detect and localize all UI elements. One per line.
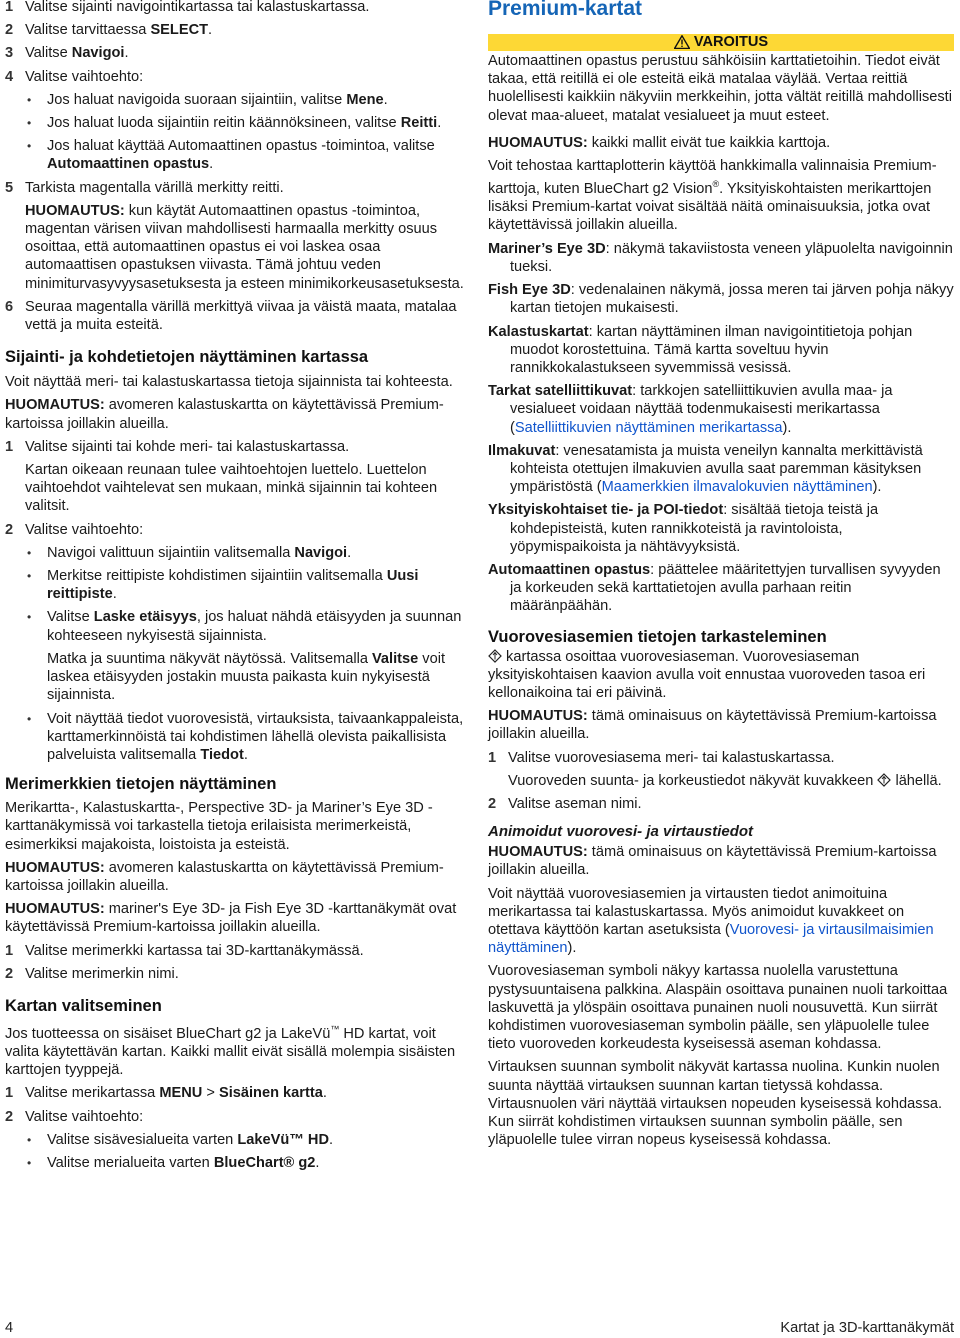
- section-heading: Merimerkkien tietojen näyttäminen: [5, 775, 277, 794]
- section-heading: Vuorovesiasemien tietojen tarkasteleminen: [488, 627, 827, 646]
- paragraph: Jos tuotteessa on sisäiset BlueChart g2 ja LakeVü™ HD kartat, voit valita käytettävän kartan. Kaikki mallit eivät sisällä molempia sisäisten karttojen tyyppejä.: [5, 1023, 456, 1079]
- step-3: 3 Valitse Navigoi.: [5, 45, 129, 62]
- note: HUOMAUTUS: avomeren kalastuskartta on käytettävissä Premium-kartoissa joillakin alueilla.: [5, 397, 444, 432]
- step-5: 5 Tarkista magentalla värillä merkitty reitti.: [5, 179, 284, 196]
- link-tide-indicators[interactable]: Vuorovesi- ja virtausilmaisimien näyttäminen: [488, 921, 934, 957]
- list-item: • Valitse merialueita varten BlueChart® g2.: [5, 1154, 467, 1172]
- note: HUOMAUTUS: tämä ominaisuus on käytettävissä Premium-kartoissa joillakin alueilla.: [488, 708, 937, 743]
- paragraph: Merikartta-, Kalastuskartta-, Perspective 3D- ja Mariner’s Eye 3D -karttanäkymissä voi tarkastella tietoja erilaisista merimerkeistä, esimerkiksi majakoista, loistoista ja esteistä.: [5, 800, 433, 853]
- note: HUOMAUTUS: tämä ominaisuus on käytettävissä Premium-kartoissa joillakin alueilla.: [488, 844, 937, 879]
- step-1: 1 Valitse vuorovesiasema meri- tai kalastuskartassa.: [488, 749, 835, 766]
- feature-item: Kalastuskartat: kartan näyttäminen ilman navigointitietoja pohjan muodot korostettuina. Tämä kartta soveltuu hyvin rannikkokalastukseen syvemmissä vesissä.: [488, 323, 913, 376]
- note: HUOMAUTUS: kun käytät Automaattinen opastus -toimintoa, magentan värisen viivan mahdollisesti harmaalla merkitty osuus osoittaa, että automaattinen opastus ei voi laskea osaa automaattisen opastuksen viivasta. Tämä johtuu veden minimiturvasyvyysasetuksesta ja esteen minimikorkeusasetuksesta.: [25, 202, 464, 292]
- paragraph: Voit näyttää meri- tai kalastuskartassa tietoja sijainnista tai kohteesta.: [5, 374, 453, 391]
- warning-icon: [674, 35, 690, 49]
- feature-item: Ilmakuvat: venesatamista ja muista veneilyn kannalta merkittävistä kohteista otettujen ilmakuvien avulla saat paremman käsityksen ympäristöstä (Maamerkkien ilmavalokuvien näyttäminen).: [488, 442, 923, 496]
- warning-label: VAROITUS: [693, 34, 769, 50]
- paragraph: Voit tehostaa karttaplotterin käyttöä hankkimalla valinnaisia Premium-karttoja, kuten BlueChart g2 Vision®. Yksityiskohtaisten merikarttojen lisäksi Premium-kartat voivat sisältää näitä ominaisuuksia, jotka ovat käytettävissä joillakin alueilla.: [488, 158, 937, 234]
- warning-banner: [488, 34, 954, 51]
- step-6: 6 Seuraa magentalla värillä merkittyä viivaa ja väistä maata, matalaa vettä ja muita esteitä.: [5, 298, 457, 334]
- feature-item: Mariner’s Eye 3D: näkymä takaviistosta veneen yläpuolelta navigoinnin tueksi.: [488, 240, 953, 275]
- tide-station-icon: [877, 773, 891, 787]
- step-4: 4 Valitse vaihtoehto:: [5, 68, 144, 85]
- warning-text: Automaattinen opastus perustuu sähköisiin karttatietoihin. Tiedot eivät takaa, että reitillä ei ole esteitä eikä matalaa väylää. Vertaa reittiä huolellisesti kaikkiin näkyviin merkkeihin, jotta vältät reitillä mahdollisesti olevat maa-alueet, matalat vesialueet ja muut esteet.: [488, 53, 952, 124]
- list-item-detail: Matka ja suuntima näkyvät näytössä. Valitsemalla Valitse voit laskea etäisyyden jostakin muusta paikasta kuin nykyisestä sijainnista.: [47, 650, 446, 704]
- list-item: • Jos haluat navigoida suoraan sijaintiin, valitse Mene.: [5, 91, 467, 109]
- step-1: 1 Valitse merimerkki kartassa tai 3D-karttanäkymässä.: [5, 942, 364, 959]
- list-item: • Valitse sisävesialueita varten LakeVü™ HD.: [5, 1131, 467, 1149]
- list-item: • Navigoi valittuun sijaintiin valitsemalla Navigoi.: [5, 544, 467, 562]
- paragraph: Vuorovesiaseman symboli näkyy kartassa nuolella varustettuna pystysuuntaisena palkkina. Alaspäin osoittava punainen nuoli tarkoittaa laskuvettä ja ylöspäin osoittava punainen nuoli nousuvettä. Kun siirrät kohdistimen vuorovesiaseman symbolin päälle, sen yläpuolelle tulee tieto vuoroveden korkeudesta kyseisessä aseman kohdassa.: [488, 963, 948, 1053]
- section-heading: Kartan valitseminen: [5, 996, 162, 1015]
- step-2: 2 Valitse vaihtoehto:: [5, 521, 144, 538]
- paragraph: Voit näyttää vuorovesiasemien ja virtausten tiedot animoituina merikartassa tai kalastuskartassa. Myös animoidut kuvakkeet on otettava käyttöön kartan asetuksista (Vuorovesi- ja virtausilmaisimien näyttäminen).: [488, 885, 934, 957]
- note: HUOMAUTUS: kaikki mallit eivät tue kaikkia karttoja.: [488, 134, 831, 151]
- step-1: 1 Valitse sijainti tai kohde meri- tai kalastuskartassa.: [5, 438, 350, 455]
- list-item: • Merkitse reittipiste kohdistimen sijaintiin valitsemalla Uusi reittipiste.: [5, 567, 467, 603]
- step-2: 2 Valitse vaihtoehto:: [5, 1108, 144, 1125]
- step-2: 2 Valitse aseman nimi.: [488, 795, 642, 812]
- list-item: • Jos haluat käyttää Automaattinen opastus -toimintoa, valitse Automaattinen opastus.: [5, 137, 467, 173]
- note: HUOMAUTUS: avomeren kalastuskartta on käytettävissä Premium-kartoissa joillakin alueilla.: [5, 859, 444, 894]
- paragraph: Virtauksen suunnan symbolit näkyvät kartassa nuolina. Kunkin nuolen suunta näyttää virtauksen suunnan kartan tietyssä kohdassa. Virtausnuolen väri näyttää virtauksen nopeuden kyseisessä kohdassa. Kun siirrät kohdistimen virtauksen suunnan symbolin päälle, sen yläpuolelle tulee virran nopeus kyseisessä kohdassa.: [488, 1059, 943, 1149]
- step-1: 1 Valitse sijainti navigointikartassa tai kalastuskartassa.: [5, 0, 370, 15]
- page-number: 4: [5, 1320, 14, 1336]
- link-aerial-photos[interactable]: Maamerkkien ilmavalokuvien näyttäminen: [601, 479, 873, 496]
- subsection-heading: Animoidut vuorovesi- ja virtaustiedot: [488, 823, 754, 841]
- feature-item: Tarkat satelliittikuvat: tarkkojen satelliittikuvien avulla maa- ja vesialueet voidaan näyttää todenmukaisesti merikartassa (Satelliittikuvien näyttäminen merikartassa).: [488, 383, 893, 436]
- feature-item: Fish Eye 3D: vedenalainen näkymä, jossa meren tai järven pohja näkyy kartan tietojen mukaisesti.: [488, 282, 954, 317]
- note: HUOMAUTUS: mariner's Eye 3D- ja Fish Eye 3D -karttanäkymät ovat käytettävissä Premium-kartoissa joillakin alueilla.: [5, 901, 457, 936]
- page-title: Premium-kartat: [488, 0, 643, 20]
- section-heading: Sijainti- ja kohdetietojen näyttäminen kartassa: [5, 348, 369, 367]
- link-satellite-images[interactable]: Satelliittikuvien näyttäminen merikartassa: [514, 419, 783, 436]
- step-2: 2 Valitse tarvittaessa SELECT.: [5, 22, 213, 39]
- paragraph: kartassa osoittaa vuorovesiaseman. Vuorovesiaseman yksityiskohtaisen kaavion avulla voit ennustaa vuoroveden tasoa eri kellonaikoina tai eri päivinä.: [488, 648, 926, 701]
- list-item: • Jos haluat luoda sijaintiin reitin käännöksineen, valitse Reitti.: [5, 114, 467, 132]
- step-detail: Kartan oikeaan reunaan tulee vaihtoehtojen luettelo. Luettelon vaihtoehdot vaihtelevat sen mukaan, minkä sijainnin tai kohteen valitsit.: [25, 462, 438, 515]
- feature-item: Yksityiskohtaiset tie- ja POI-tiedot: sisältää tietoja teistä ja kohdepisteistä, kuten rannikkoteistä ja ravintoloista, yöpymispaikoista ja nähtävyyksistä.: [488, 502, 879, 555]
- step-1: 1 Valitse merikartassa MENU > Sisäinen kartta.: [5, 1085, 327, 1102]
- step-2: 2 Valitse merimerkin nimi.: [5, 965, 179, 982]
- list-item: • Voit näyttää tiedot vuorovesistä, virtauksista, taivaankappaleista, karttamerkinnöistä tai kohdistimen lähellä olevista paikallisista palveluista valitsemalla Tiedot.: [5, 710, 467, 765]
- footer-section-title: Kartat ja 3D-karttanäkymät: [780, 1320, 954, 1336]
- step-detail: Vuoroveden suunta- ja korkeustiedot näkyvät kuvakkeen lähellä.: [508, 772, 942, 789]
- list-item: • Valitse Laske etäisyys, jos haluat nähdä etäisyyden ja suunnan kohteeseen nykyisestä sijainnista.: [5, 608, 467, 644]
- tide-station-icon: [488, 649, 502, 663]
- feature-item: Automaattinen opastus: päättelee määritettyjen turvallisen syvyyden ja korkeuden sekä karttatietojen avulla parhaan reitin määränpäähän.: [488, 561, 941, 615]
